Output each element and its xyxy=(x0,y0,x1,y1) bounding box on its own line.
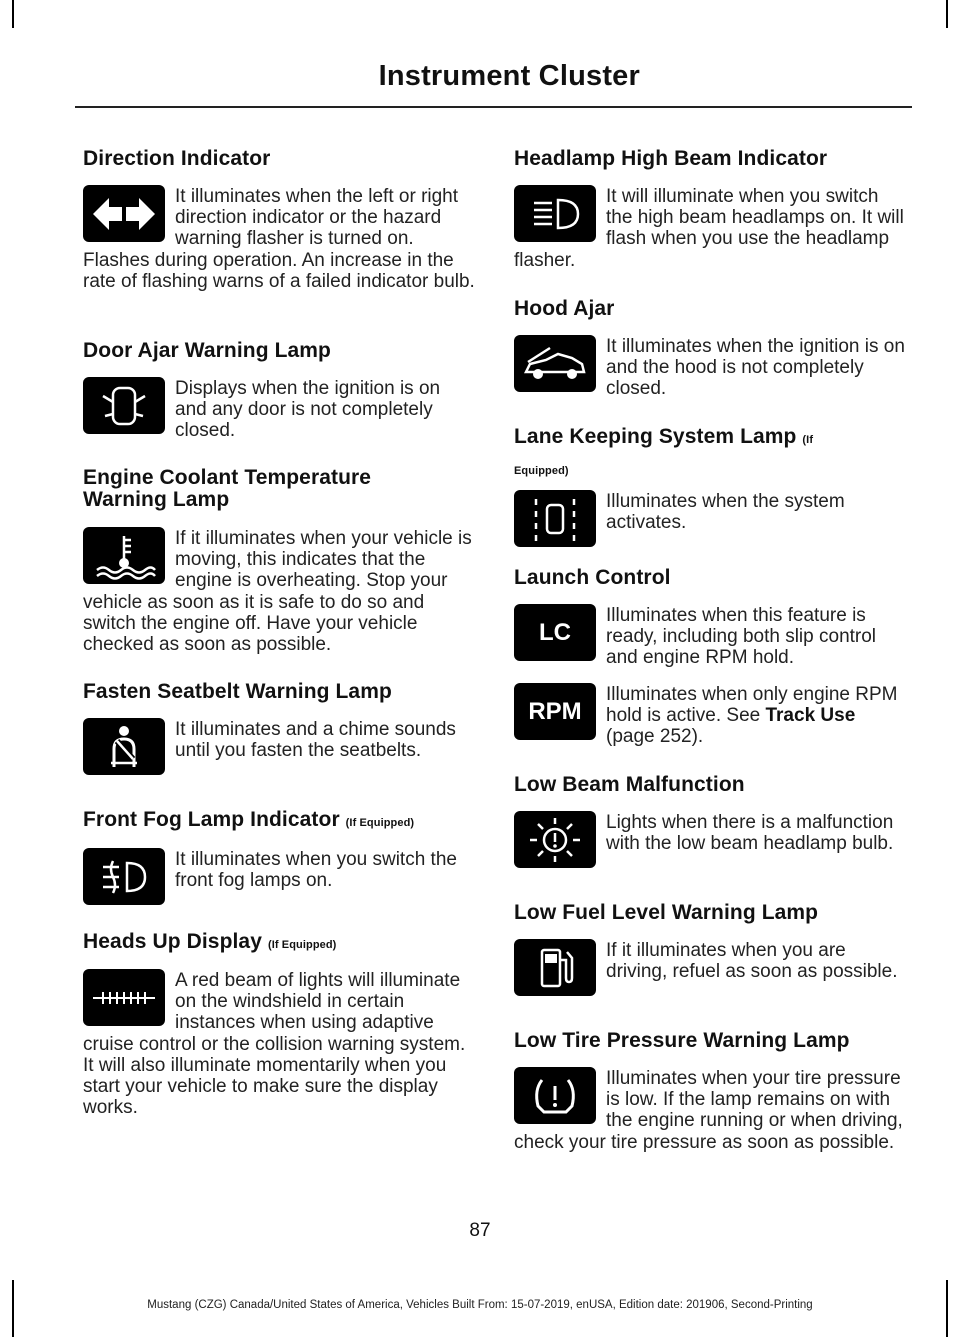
crop-mark xyxy=(12,0,14,28)
section-text xyxy=(175,849,475,891)
section-text xyxy=(606,605,906,669)
section-heading-qualifier xyxy=(514,456,569,480)
section-text xyxy=(606,491,906,533)
rpm-page-ref: (page 252). xyxy=(606,726,704,748)
direction-indicator-text: It illuminates when the left or right direction indicator or the hazard warning flasher is turned on. Flashes during operation. An increase in the rate of flashing warns of a failed indicator bulb. xyxy=(83,186,475,292)
tire-pressure-text: Illuminates when your tire pressure is low. If the lamp remains on with the engine running or when driving, check your tire pressure as soon as possible. xyxy=(514,1068,903,1153)
section-text xyxy=(514,186,906,271)
section-heading xyxy=(83,930,336,954)
section-text xyxy=(606,940,906,982)
door-ajar-text: Displays when the ignition is on and any door is not completely closed. xyxy=(175,378,441,442)
hood-ajar-icon xyxy=(514,335,596,392)
hood-ajar-text: It illuminates when the ignition is on and the hood is not completely closed. xyxy=(606,336,905,400)
launch-control-icon xyxy=(514,604,596,661)
section-text xyxy=(83,970,475,1118)
rpm-icon xyxy=(514,683,596,740)
high-beam-text: It will illuminate when you switch the high beam headlamps on. It will flash when you use the headlamp flasher. xyxy=(514,186,904,271)
coolant-text: If it illuminates when your vehicle is moving, this indicates that the engine is overheating. Stop your vehicle as soon as it is safe to do so and switch the engine off. Have your vehicle checked as soon as possible. xyxy=(83,528,472,656)
if-equipped-label: (If xyxy=(802,434,814,446)
section-heading: Launch Control xyxy=(514,566,671,589)
section-heading: Direction Indicator xyxy=(83,147,271,170)
section-text xyxy=(83,186,475,292)
section-heading: Low Tire Pressure Warning Lamp xyxy=(514,1029,850,1052)
header-rule xyxy=(75,106,912,108)
if-equipped-label: (If Equipped) xyxy=(267,939,337,951)
section-heading: Door Ajar Warning Lamp xyxy=(83,339,331,362)
low-beam-malfunction-icon xyxy=(514,811,596,868)
section-heading: Low Beam Malfunction xyxy=(514,773,745,796)
launch-control-icon-text: LC xyxy=(539,618,571,646)
lane-keeping-text: Illuminates when the system activates. xyxy=(606,491,845,534)
lane-keeping-icon xyxy=(514,490,596,547)
footer-text: Mustang (CZG) Canada/United States of America, Vehicles Built From: 15-07-2019, enUSA, Edition date: 201906, Second-Printing xyxy=(147,1299,813,1311)
section-heading: Low Fuel Level Warning Lamp xyxy=(514,901,819,924)
door-ajar-icon xyxy=(83,377,165,434)
track-use-link[interactable]: Track Use xyxy=(765,705,856,727)
lane-keeping-heading: Lane Keeping System Lamp xyxy=(514,425,797,448)
section-heading: Fasten Seatbelt Warning Lamp xyxy=(83,680,392,703)
if-equipped-label: (If Equipped) xyxy=(345,817,415,829)
section-text xyxy=(175,719,475,761)
page-title: Instrument Cluster xyxy=(378,60,640,92)
hud-heading: Heads Up Display xyxy=(83,930,262,953)
front-fog-lamp-icon xyxy=(83,848,165,905)
low-beam-text: Lights when there is a malfunction with the low beam headlamp bulb. xyxy=(606,812,894,855)
low-fuel-icon xyxy=(514,939,596,996)
if-equipped-label: Equipped) xyxy=(514,465,569,477)
section-text xyxy=(514,1068,906,1153)
hud-text: A red beam of lights will illuminate on the windshield in certain instances when using adaptive cruise control or the collision warning system. It will also illuminate momentarily when you start your vehicle to make sure the display works. xyxy=(83,970,466,1119)
section-text xyxy=(175,378,475,442)
section-heading: Engine Coolant Temperature Warning Lamp xyxy=(83,466,372,511)
fog-lamp-text: It illuminates when you switch the front fog lamps on. xyxy=(175,849,457,892)
fog-lamp-heading: Front Fog Lamp Indicator xyxy=(83,808,340,831)
section-text xyxy=(83,528,475,655)
seatbelt-text: It illuminates and a chime sounds until you fasten the seatbelts. xyxy=(175,719,456,762)
seatbelt-icon xyxy=(83,718,165,775)
section-heading xyxy=(83,808,414,832)
section-text xyxy=(606,336,906,400)
page-number: 87 xyxy=(469,1220,491,1241)
low-fuel-text: If it illuminates when you are driving, refuel as soon as possible. xyxy=(606,940,898,983)
rpm-text: Illuminates when only engine RPM hold is active. See xyxy=(606,684,898,727)
section-heading: Hood Ajar xyxy=(514,297,615,320)
section-heading: Headlamp High Beam Indicator xyxy=(514,147,828,170)
section-heading xyxy=(514,425,813,449)
rpm-icon-text: RPM xyxy=(528,697,582,725)
section-text xyxy=(606,684,906,748)
launch-control-text: Illuminates when this feature is ready, including both slip control and engine RPM hold. xyxy=(606,605,877,669)
section-text xyxy=(606,812,906,854)
crop-mark xyxy=(946,0,948,28)
